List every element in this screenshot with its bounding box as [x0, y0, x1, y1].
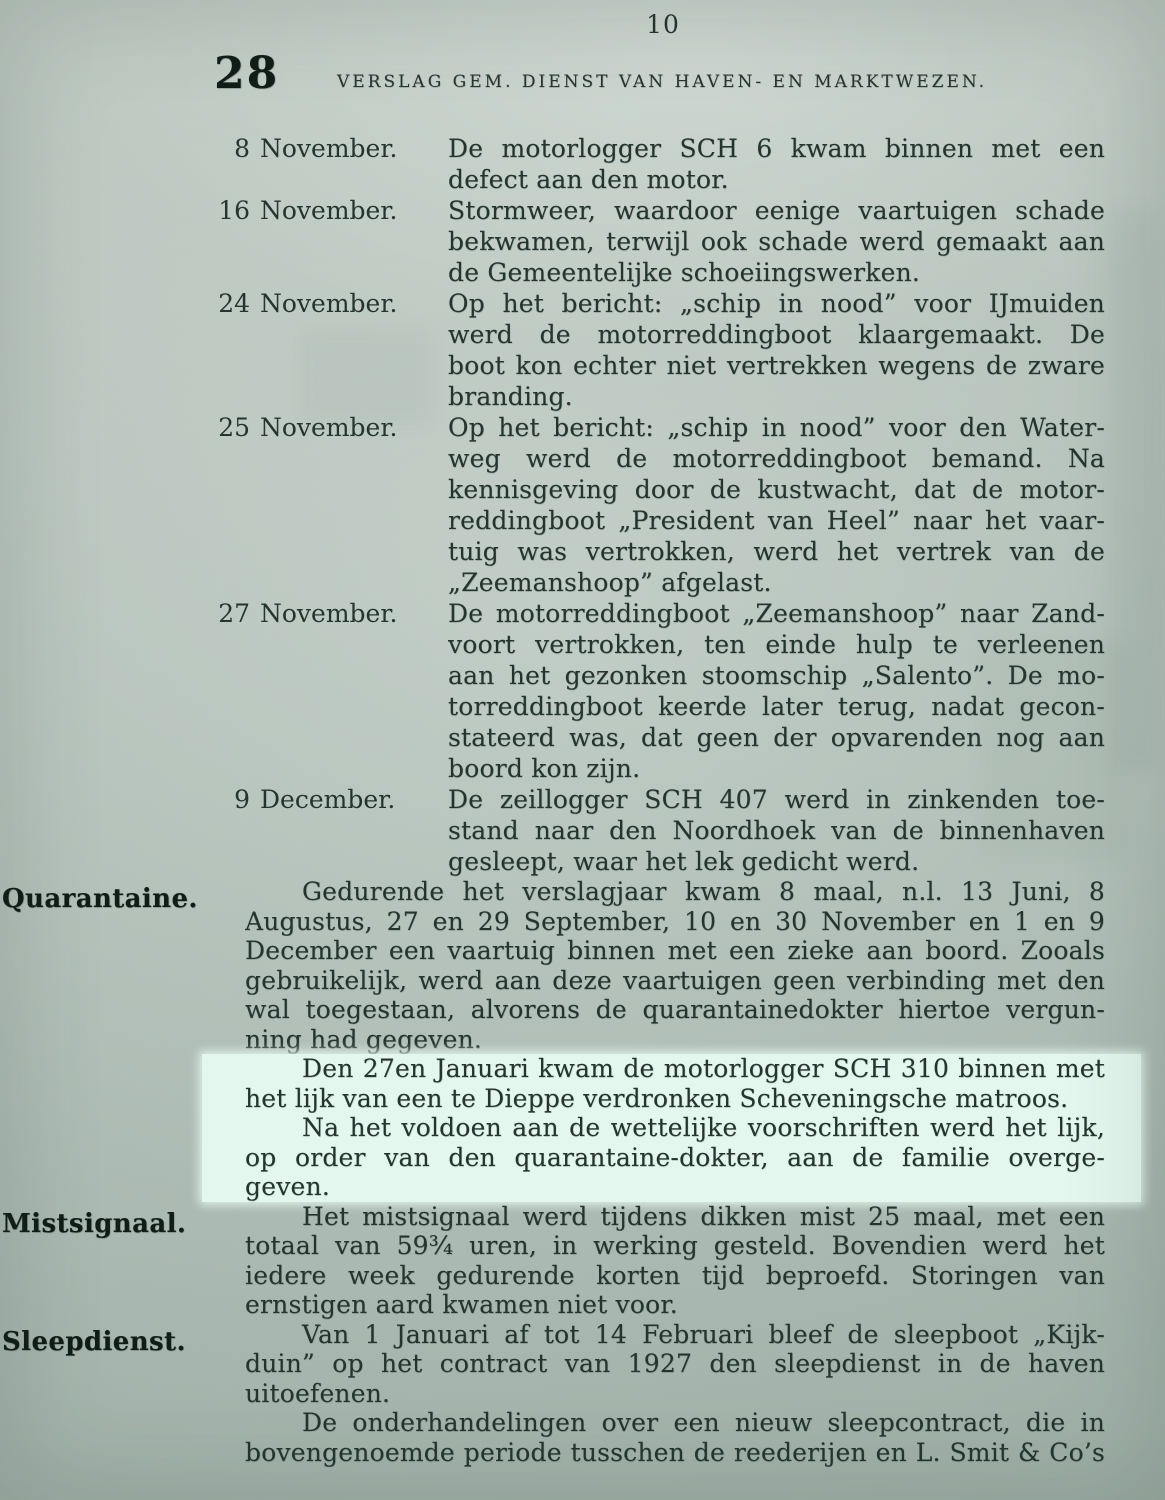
entry-row	[218, 412, 1105, 598]
text-line: „Zeemanshoop” afgelast.	[448, 568, 772, 597]
text-line: reddingboot „President van Heel” naar het vaar-	[448, 506, 1105, 535]
entry-date	[218, 195, 443, 288]
entry-row	[218, 195, 1105, 288]
margin-label: Sleepdienst.	[2, 1326, 186, 1357]
paragraph	[245, 1202, 1105, 1320]
entry-date	[218, 412, 443, 598]
margin-label: Quarantaine.	[2, 884, 198, 914]
entry-date-number: 16	[218, 196, 250, 225]
text-line: torreddingboot keerde later terug, nadat gecon-	[448, 692, 1105, 721]
entry-date-number: 9	[234, 785, 250, 814]
entry-date-number: 24	[218, 289, 250, 318]
text-line: geven.	[245, 1172, 330, 1201]
text-section	[2, 1319, 1105, 1468]
page-number: 10	[646, 10, 680, 39]
text-line: stateerd was, dat geen der opvarenden nog aan	[448, 723, 1105, 752]
text-line: ning had gegeven.	[245, 1024, 483, 1054]
section-paragraphs	[245, 1320, 1105, 1468]
text-line: tuig was vertrokken, werd het vertrek van de	[448, 537, 1105, 566]
section-paragraphs	[245, 877, 1105, 1054]
entry-row	[218, 784, 1105, 877]
section-paragraphs	[202, 1054, 1141, 1202]
paragraph	[245, 877, 1105, 1054]
text-line: totaal van 59¾ uren, in werking gesteld. Bovendien werd het	[245, 1231, 1105, 1260]
entry-date	[218, 598, 443, 784]
margin-label: Mistsignaal.	[2, 1208, 187, 1239]
text-line: kennisgeving door de kustwacht, dat de motor-	[448, 475, 1105, 504]
paragraph	[245, 1320, 1105, 1409]
entry-body	[448, 133, 1105, 195]
text-section	[2, 877, 1105, 1054]
text-line: Van 1 Januari af tot 14 Februari bleef de sleepboot „Kijk-	[302, 1319, 1105, 1349]
text-line: op order van den quarantaine-dokter, aan de familie overge-	[245, 1142, 1105, 1172]
text-line: de Gemeentelijke schoeiingswerken.	[448, 258, 921, 287]
text-line: Augustus, 27 en 29 September, 10 en 30 November en 1 en 9	[245, 906, 1105, 936]
paragraph	[245, 1113, 1105, 1202]
text-section	[2, 1201, 1105, 1320]
section-paragraphs	[245, 1202, 1105, 1320]
text-line: iedere week gedurende korten tijd beproefd. Storingen van	[245, 1260, 1105, 1290]
text-line: Stormweer, waardoor eenige vaartuigen schade	[448, 196, 1105, 225]
text-line: Na het voldoen aan de wettelijke voorschriften werd het lijk,	[302, 1113, 1105, 1142]
entry-date-month: November.	[260, 196, 398, 225]
text-line: stand naar den Noordhoek van de binnenhaven	[448, 816, 1105, 845]
entry-date-month: November.	[260, 413, 398, 442]
text-line: Gedurende het verslagjaar kwam 8 maal, n.l. 13 Juni, 8	[302, 877, 1105, 906]
running-header: VERSLAG GEM. DIENST VAN HAVEN- EN MARKTWEZEN.	[337, 72, 988, 92]
text-line: aan het gezonken stoomschip „Salento”. De mo-	[448, 661, 1105, 690]
entry-row	[218, 598, 1105, 784]
text-line: Op het bericht: „schip in nood” voor IJmuiden	[448, 289, 1105, 318]
text-line: werd de motorreddingboot klaargemaakt. De	[448, 320, 1105, 349]
text-line: bekwamen, terwijl ook schade werd gemaakt aan	[448, 227, 1105, 256]
text-line: De onderhandelingen over een nieuw sleepcontract, die in	[302, 1408, 1105, 1437]
entry-row	[218, 288, 1105, 412]
text-line: uitoefenen.	[245, 1378, 391, 1408]
text-line: weg werd de motorreddingboot bemand. Na	[448, 444, 1105, 473]
entry-date-number: 8	[234, 134, 250, 163]
entry-date	[218, 784, 443, 877]
text-line: defect aan den motor.	[448, 165, 729, 194]
entry-body	[448, 412, 1105, 598]
entries-list	[218, 133, 1105, 877]
text-line: gesleept, waar het lek gedicht werd.	[448, 847, 920, 876]
text-line: ernstigen aard kwamen niet voor.	[245, 1290, 678, 1319]
ink-bleed-artifact	[1108, 210, 1160, 770]
text-line: boord kon zijn.	[448, 754, 641, 783]
text-line: De zeillogger SCH 407 werd in zinkenden toe-	[448, 785, 1105, 814]
text-line: Het mistsignaal werd tijdens dikken mist 25 maal, met een	[302, 1201, 1105, 1231]
entry-date-month: December.	[260, 785, 396, 814]
text-line: December een vaartuig binnen met een zieke aan boord. Zooals	[245, 936, 1105, 965]
entry-body	[448, 598, 1105, 784]
entry-date-month: November.	[260, 134, 398, 163]
text-line: wal toegestaan, alvorens de quarantainedokter hiertoe vergun-	[245, 995, 1105, 1024]
entry-date	[218, 133, 443, 195]
text-line: Den 27en Januari kwam de motorlogger SCH 310 binnen met	[302, 1054, 1105, 1083]
entry-body	[448, 288, 1105, 412]
entry-date-month: November.	[260, 599, 398, 628]
text-line: Op het bericht: „schip in nood” voor den Water-	[448, 413, 1105, 442]
report-section-number: 28	[214, 48, 280, 99]
entry-body	[448, 784, 1105, 877]
paragraph	[245, 1408, 1105, 1467]
text-line: branding.	[448, 382, 573, 411]
entry-body	[448, 195, 1105, 288]
text-line: duin” op het contract van 1927 den sleepdienst in de haven	[245, 1349, 1105, 1378]
paragraph	[245, 1054, 1105, 1113]
text-line: het lijk van een te Dieppe verdronken Scheveningsche matroos.	[245, 1083, 1069, 1113]
sections-list	[2, 877, 1105, 1467]
text-line: voort vertrokken, ten einde hulp te verleenen	[448, 630, 1105, 659]
entry-date	[218, 288, 443, 412]
text-line: boot kon echter niet vertrekken wegens de zware	[448, 351, 1105, 380]
text-line: bovengenoemde periode tusschen de reederijen en L. Smit & Co’s	[245, 1437, 1105, 1467]
highlighted-section	[245, 1054, 1105, 1202]
entry-row	[218, 133, 1105, 195]
entry-date-number: 27	[218, 599, 250, 628]
page-content	[2, 133, 1105, 1467]
entry-date-number: 25	[218, 413, 250, 442]
text-line: gebruikelijk, werd aan deze vaartuigen geen verbinding met den	[245, 965, 1105, 995]
text-line: De motorlogger SCH 6 kwam binnen met een	[448, 134, 1105, 163]
text-line: De motorreddingboot „Zeemanshoop” naar Zand-	[448, 599, 1105, 628]
entry-date-month: November.	[260, 289, 398, 318]
